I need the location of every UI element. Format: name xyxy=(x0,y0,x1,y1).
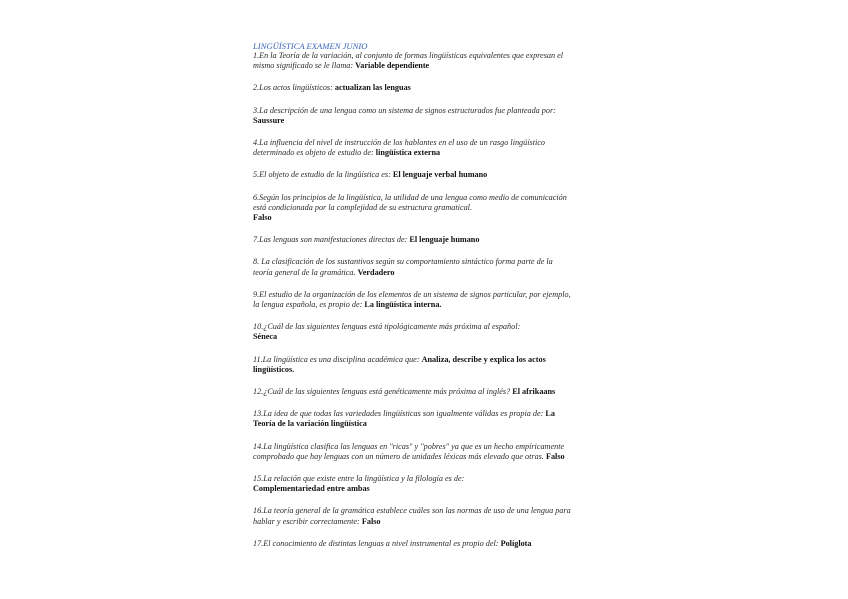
answer-text: El afrikaans xyxy=(512,387,556,397)
answer-text: La Teoría de la variación lingüística xyxy=(253,409,555,429)
answer-text: Variable dependiente xyxy=(355,61,430,71)
answer-text: Séneca xyxy=(253,332,278,342)
question-text: 12.¿Cuál de las siguientes lenguas está genéticamente más próxima al inglés? xyxy=(253,387,511,397)
qa-item xyxy=(253,355,573,375)
qa-item xyxy=(253,193,573,224)
qa-item xyxy=(253,257,573,277)
answer-text: Falso xyxy=(253,213,272,223)
question-text: 9.El estudio de la organización de los elementos de un sistema de signos particular, por ejemplo, la lengua española, es propio de: xyxy=(253,289,571,310)
question-text: 14.La lingüística clasifica las lenguas en "ricas" y "pobres" ya que es un hecho empíricamente comprobado que hay lenguas con un número de unidades léxicas más elevado que otras. xyxy=(253,441,565,461)
qa-item xyxy=(253,170,573,180)
qa-item xyxy=(253,51,573,71)
question-text: 7.Las lenguas son manifestaciones directas de: xyxy=(253,235,408,245)
question-text: 2.Los actos lingüísticos: xyxy=(253,83,333,93)
qa-item xyxy=(253,106,573,126)
question-text: 17.El conocimiento de distintas lenguas a nivel instrumental es propio del: xyxy=(253,538,499,548)
question-text: 4.La influencia del nivel de instrucción de los hablantes en el uso de un rasgo lingüístico determinado es objeto de estudio de: xyxy=(253,138,545,158)
question-text: 5.El objeto de estudio de la lingüística es: xyxy=(253,170,391,180)
qa-item xyxy=(253,83,573,93)
answer-text: Analiza, describe y explica los actos lingüísticos. xyxy=(253,354,546,374)
answer-text: La lingüística interna. xyxy=(364,300,442,310)
answer-text: El lenguaje humano xyxy=(409,235,480,245)
answer-text: Saussure xyxy=(253,115,285,125)
answer-text: Falso xyxy=(361,516,381,526)
qa-item xyxy=(253,474,573,494)
answer-text: actualizan las lenguas xyxy=(334,83,411,93)
qa-item xyxy=(253,506,573,526)
qa-item xyxy=(253,409,573,429)
qa-item xyxy=(253,138,573,158)
document-content xyxy=(253,41,573,561)
question-text: 15.La relación que existe entre la lingüística y la filología es de: xyxy=(253,474,465,484)
question-text: 8. La clasificación de los sustantivos según su comportamiento sintáctico forma parte de la teoría general de la gramática. xyxy=(253,257,553,277)
qa-item xyxy=(253,539,573,549)
question-text: 6.Según los principios de la lingüística, la utilidad de una lengua como medio de comunicación está condicionada por la complejidad de su estructura gramatical. xyxy=(253,192,567,212)
answer-text: El lenguaje verbal humano xyxy=(392,170,488,180)
qa-item xyxy=(253,235,573,245)
answer-text: Verdadero xyxy=(357,267,395,277)
question-text: 10.¿Cuál de las siguientes lenguas está tipológicamente más próxima al español: xyxy=(253,322,521,332)
answer-text: lingüística externa xyxy=(375,148,441,158)
question-text: 11.La lingüística es una disciplina académica que: xyxy=(253,354,420,364)
qa-item xyxy=(253,290,573,310)
answer-text: Falso xyxy=(545,451,565,461)
question-text: 16.La teoría general de la gramática establece cuáles son las normas de uso de una lengua para hablar y escribir correctamente: xyxy=(253,506,571,526)
question-text: 13.La idea de que todas las variedades lingüísticas son igualmente válidas es propia de: xyxy=(253,409,544,419)
question-text: 3.La descripción de una lengua como un sistema de signos estructurados fue planteada por: xyxy=(253,105,556,115)
qa-item xyxy=(253,322,573,342)
document-title: LINGÜÍSTICA EXAMEN JUNIO xyxy=(253,41,368,51)
answer-text: Complementariedad entre ambas xyxy=(253,484,370,494)
answer-text: Políglota xyxy=(500,538,532,548)
question-text: 1.En la Teoría de la variación, al conjunto de formas lingüísticas equivalentes que expresan el mismo significado se le llama: xyxy=(253,51,564,71)
qa-item xyxy=(253,442,573,462)
qa-item xyxy=(253,387,573,397)
